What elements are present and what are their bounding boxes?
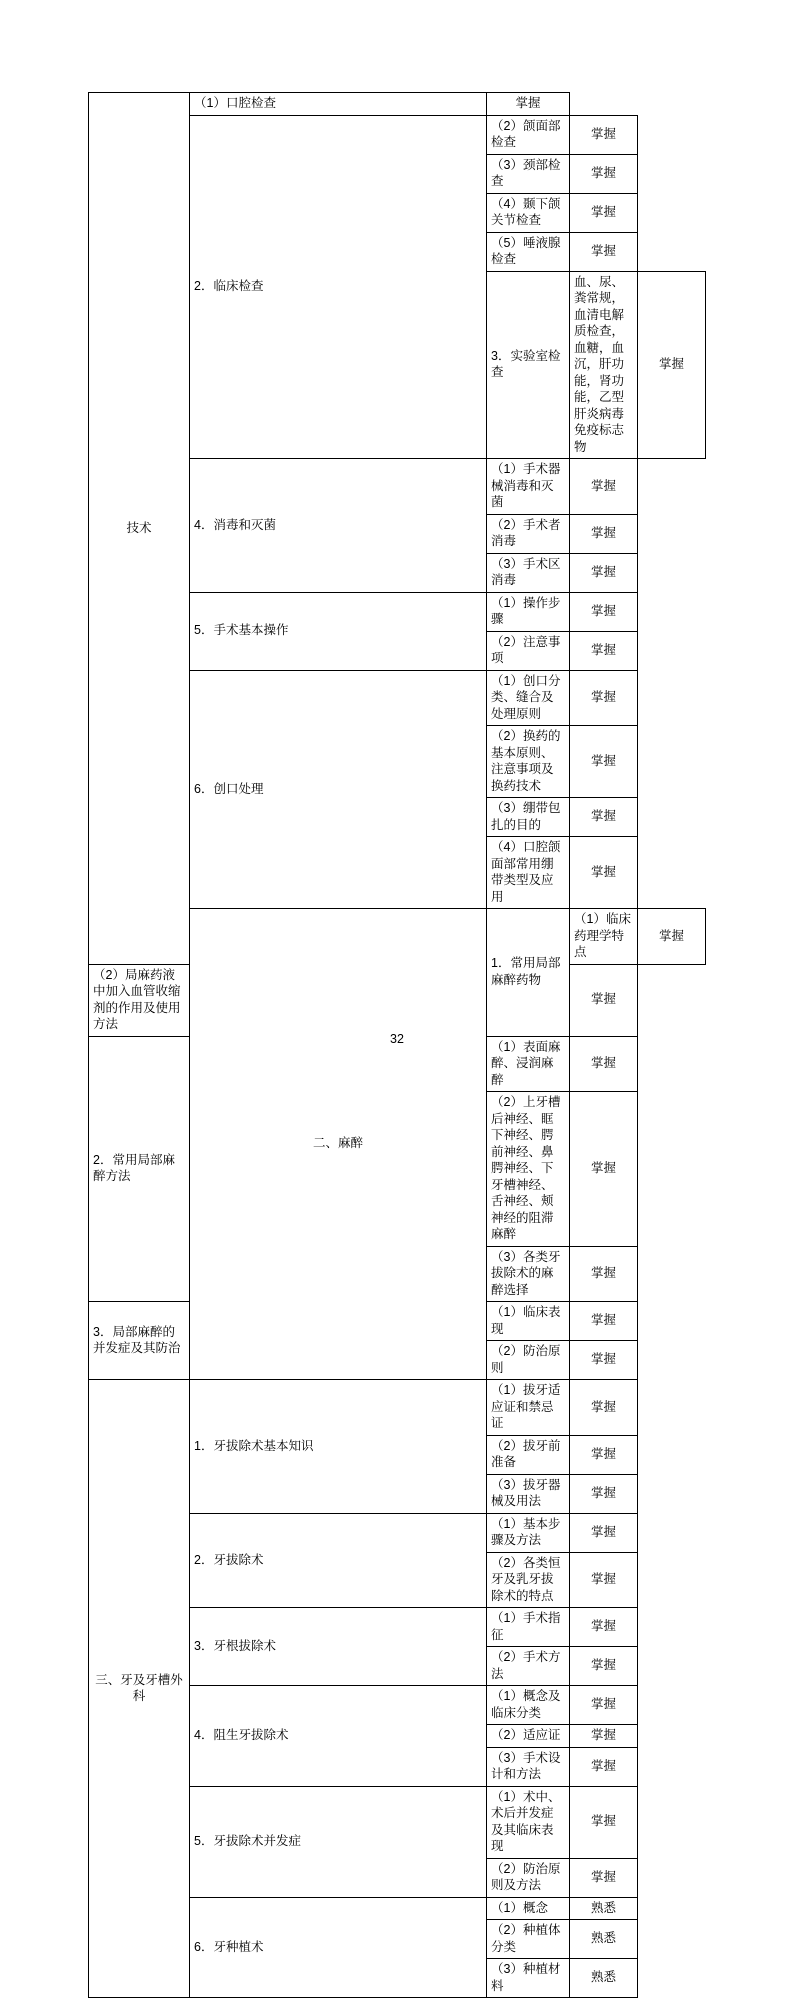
topic-cell: 1．常用局部麻醉药物 — [487, 909, 570, 1037]
detail-cell: （2）局麻药液中加入血管收缩剂的作用及使用方法 — [89, 964, 190, 1036]
topic-cell: 3．牙根拔除术 — [190, 1608, 487, 1686]
topic-cell: 4．阻生牙拔除术 — [190, 1686, 487, 1787]
topic-cell: 2．临床检查 — [190, 115, 487, 459]
detail-cell: （1）口腔检查 — [190, 93, 487, 116]
page-number: 32 — [390, 1032, 404, 1046]
detail-cell: （4）颞下颌关节检查 — [487, 193, 570, 232]
requirement-cell: 掌握 — [570, 459, 638, 515]
detail-cell: （1）基本步骤及方法 — [487, 1513, 570, 1552]
requirement-cell: 掌握 — [638, 271, 706, 459]
detail-cell: （2）手术方法 — [487, 1647, 570, 1686]
detail-cell: （2）颌面部检查 — [487, 115, 570, 154]
requirement-cell: 掌握 — [570, 1747, 638, 1786]
requirement-cell: 掌握 — [570, 798, 638, 837]
requirement-cell: 掌握 — [570, 1380, 638, 1436]
detail-cell: 血、尿、粪常规，血清电解质检查，血糖，血沉，肝功能，肾功能，乙型肝炎病毒免疫标志物 — [570, 271, 638, 459]
requirement-cell: 掌握 — [570, 1474, 638, 1513]
detail-cell: （2）手术者消毒 — [487, 514, 570, 553]
requirement-cell: 熟悉 — [570, 1959, 638, 1998]
requirement-cell: 掌握 — [570, 1786, 638, 1858]
category-cell: 二、麻醉 — [190, 909, 487, 1380]
requirement-cell: 掌握 — [570, 631, 638, 670]
topic-cell: 1．牙拔除术基本知识 — [190, 1380, 487, 1514]
detail-cell: （2）种植体分类 — [487, 1920, 570, 1959]
requirement-cell: 掌握 — [570, 1608, 638, 1647]
detail-cell: （3）手术区消毒 — [487, 553, 570, 592]
detail-cell: （1）手术指征 — [487, 1608, 570, 1647]
topic-cell: 3．局部麻醉的并发症及其防治 — [89, 1302, 190, 1380]
detail-cell: （3）绷带包扎的目的 — [487, 798, 570, 837]
category-cell: 三、牙及牙槽外科 — [89, 1380, 190, 1998]
detail-cell: （1）手术器械消毒和灭菌 — [487, 459, 570, 515]
detail-cell: （2）防治原则 — [487, 1341, 570, 1380]
requirement-cell: 掌握 — [570, 837, 638, 909]
topic-cell: 3．实验室检查 — [487, 271, 570, 459]
detail-cell: （1）临床表现 — [487, 1302, 570, 1341]
requirement-cell: 掌握 — [570, 193, 638, 232]
requirement-cell: 掌握 — [570, 1858, 638, 1897]
requirement-cell: 掌握 — [570, 1647, 638, 1686]
requirement-cell: 熟悉 — [570, 1897, 638, 1920]
detail-cell: （5）唾液腺检查 — [487, 232, 570, 271]
topic-cell: 6．创口处理 — [190, 670, 487, 909]
requirement-cell: 掌握 — [570, 964, 638, 1036]
requirement-cell: 掌握 — [570, 1686, 638, 1725]
requirement-cell: 掌握 — [570, 1513, 638, 1552]
detail-cell: （1）表面麻醉、浸润麻醉 — [487, 1036, 570, 1092]
requirement-cell: 掌握 — [570, 1036, 638, 1092]
detail-cell: （2）换药的基本原则、注意事项及换药技术 — [487, 726, 570, 798]
detail-cell: （1）概念及临床分类 — [487, 1686, 570, 1725]
topic-cell: 2．常用局部麻醉方法 — [89, 1036, 190, 1302]
requirement-cell: 掌握 — [570, 1341, 638, 1380]
requirement-cell: 掌握 — [570, 592, 638, 631]
detail-cell: （1）拔牙适应证和禁忌证 — [487, 1380, 570, 1436]
detail-cell: （3）手术设计和方法 — [487, 1747, 570, 1786]
topic-cell: 5．牙拔除术并发症 — [190, 1786, 487, 1897]
requirement-cell: 掌握 — [570, 726, 638, 798]
requirement-cell: 掌握 — [570, 1435, 638, 1474]
requirement-cell: 掌握 — [570, 1552, 638, 1608]
detail-cell: （3）拔牙器械及用法 — [487, 1474, 570, 1513]
detail-cell: （1）术中、术后并发症及其临床表现 — [487, 1786, 570, 1858]
table-row — [89, 93, 706, 116]
category-cell: 技术 — [89, 93, 190, 965]
detail-cell: （2）注意事项 — [487, 631, 570, 670]
requirement-cell: 掌握 — [570, 115, 638, 154]
requirement-cell: 掌握 — [570, 670, 638, 726]
detail-cell: （3）颈部检查 — [487, 154, 570, 193]
topic-cell: 2．牙拔除术 — [190, 1513, 487, 1608]
detail-cell: （2）上牙槽后神经、眶下神经、腭前神经、鼻腭神经、下牙槽神经、舌神经、颊神经的阻滞麻醉 — [487, 1092, 570, 1247]
detail-cell: （3）各类牙拔除术的麻醉选择 — [487, 1246, 570, 1302]
detail-cell: （2）防治原则及方法 — [487, 1858, 570, 1897]
detail-cell: （1）创口分类、缝合及处理原则 — [487, 670, 570, 726]
detail-cell: （1）操作步骤 — [487, 592, 570, 631]
requirement-cell: 掌握 — [570, 1725, 638, 1748]
topic-cell: 6．牙种植术 — [190, 1897, 487, 1998]
detail-cell: （2）各类恒牙及乳牙拔除术的特点 — [487, 1552, 570, 1608]
detail-cell: （1）临床药理学特点 — [570, 909, 638, 965]
topic-cell: 4．消毒和灭菌 — [190, 459, 487, 593]
topic-cell: 5．手术基本操作 — [190, 592, 487, 670]
requirement-cell: 掌握 — [570, 232, 638, 271]
detail-cell: （4）口腔颌面部常用绷带类型及应用 — [487, 837, 570, 909]
requirement-cell: 熟悉 — [570, 1920, 638, 1959]
requirement-cell: 掌握 — [570, 154, 638, 193]
detail-cell: （2）适应证 — [487, 1725, 570, 1748]
detail-cell: （3）种植材料 — [487, 1959, 570, 1998]
requirement-cell: 掌握 — [487, 93, 570, 116]
table-row — [89, 1380, 706, 1436]
requirement-cell: 掌握 — [570, 514, 638, 553]
detail-cell: （2）拔牙前准备 — [487, 1435, 570, 1474]
requirement-cell: 掌握 — [570, 1092, 638, 1247]
detail-cell: （1）概念 — [487, 1897, 570, 1920]
requirement-cell: 掌握 — [570, 553, 638, 592]
requirement-cell: 掌握 — [570, 1302, 638, 1341]
requirement-cell: 掌握 — [638, 909, 706, 965]
requirement-cell: 掌握 — [570, 1246, 638, 1302]
